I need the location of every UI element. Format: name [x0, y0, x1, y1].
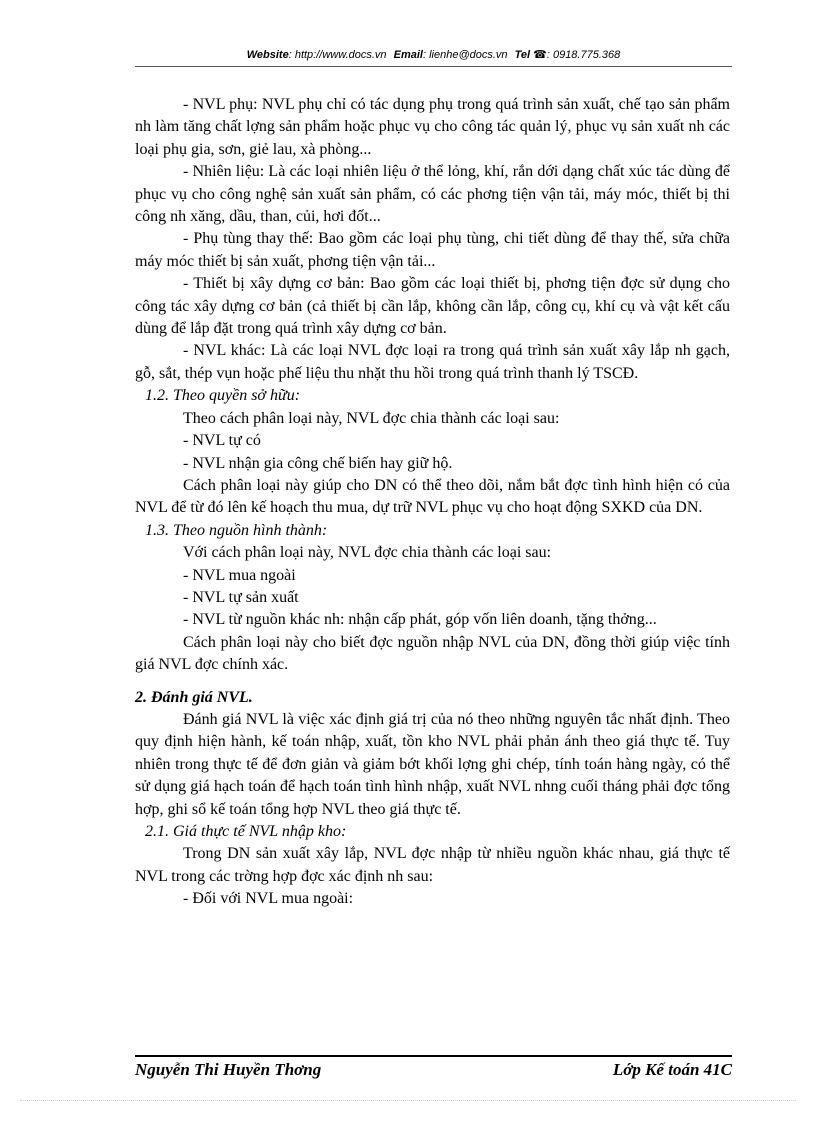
list-item: - NVL tự có: [183, 432, 261, 450]
website-label: Website: [246, 49, 289, 61]
paragraph-nvl-phu: - NVL phụ: NVL phụ chỉ có tác dụng phụ trong quá trình sản xuất, chế tạo sản phẩm nh làm tăng chất lợng sản phẩm hoặc phục vụ cho công tác quản lý, phục vụ sản xuất nh các loại phụ gia, sơn, giẻ lau, xà phòng...: [135, 96, 730, 158]
footer-author: Nguyễn Thi Huyền Thơng: [135, 1060, 322, 1079]
tel-value: : 0918.775.368: [546, 49, 621, 61]
email-label: Email: [393, 49, 423, 61]
paragraph-1-2-summary: Cách phân loại này giúp cho DN có thể theo dõi, nắm bắt đợc tình hình hiện có của NVL để từ đó lên kế hoạch thu mua, dự trữ NVL phục vụ cho hoạt động SXKD của DN.: [135, 476, 730, 517]
paragraph-thiet-bi: - Thiết bị xây dựng cơ bản: Bao gồm các loại thiết bị, phơng tiện đợc sử dụng cho công tác xây dựng cơ bản (cả thiết bị cần lắp, không cần lắp, công cụ, khí cụ và vật kết cấu dùng để lắp đặt trong quá trình xây dựng cơ bản.: [135, 275, 730, 338]
list-item: - NVL mua ngoài: [183, 566, 296, 584]
paragraph-2-1: Trong DN sản xuất xây lắp, NVL đợc nhập từ nhiều nguồn khác nhau, giá thực tế NVL trong các trờng hợp đợc xác định nh sau:: [135, 845, 730, 885]
subheading-2-1: 2.1. Giá thực tế NVL nhập kho:: [145, 823, 347, 840]
header-divider: [135, 66, 732, 67]
footer-divider: [135, 1055, 732, 1057]
paragraph-phu-tung: - Phụ tùng thay thế: Bao gồm các loại phụ tùng, chi tiết dùng để thay thế, sửa chữa máy móc thiết bị sản xuất, phơng tiện vận tải...: [135, 230, 730, 270]
tel-label: Tel: [514, 49, 531, 61]
subheading-1-3: 1.3. Theo nguồn hình thành:: [145, 521, 328, 539]
telephone-icon: ☎: [533, 49, 547, 61]
footer-class: Lớp Kế toán 41C: [612, 1060, 732, 1079]
email-value: : lienhe@docs.vn: [422, 49, 508, 61]
paragraph-1-3-summary: Cách phân loại này cho biết đợc nguồn nhập NVL của DN, đồng thời giúp việc tính giá NVL đợc chính xác.: [135, 633, 730, 674]
paragraph-danh-gia: Đánh giá NVL là việc xác định giá trị của nó theo những nguyên tắc nhất định. Theo quy định hiện hành, kế toán nhập, xuất, tồn kho NVL phải phản ánh theo giá thực tế. Tuy nhiên trong thực tế để đơn giản và giảm bớt khối lợng ghi chép, tính toán hàng ngày, có thể sử dụng giá hạch toán để hạch toán tình hình nhập, xuất NVL nhng cuối tháng phải đợc tổng hợp, ghi sổ kế toán tổng hợp NVL theo giá thực tế.: [135, 710, 730, 818]
list-item: - NVL nhận gia công chế biến hay giữ hộ.: [183, 454, 453, 472]
list-intro-1-3: Với cách phân loại này, NVL đợc chia thành các loại sau:: [183, 544, 552, 562]
document-body: [135, 94, 730, 911]
paragraph-nvl-khac: - NVL khác: Là các loại NVL đợc loại ra trong quá trình sản xuất xây lắp nh gạch, gỗ, sắt, thép vụn hoặc phế liệu thu nhặt thu hồi trong quá trình thanh lý TSCĐ.: [135, 342, 730, 382]
list-item: - NVL tự sản xuất: [183, 588, 299, 606]
page-bottom-border: [20, 1100, 796, 1101]
website-value: : http://www.docs.vn: [288, 49, 387, 61]
list-item: - NVL từ nguồn khác nh: nhận cấp phát, góp vốn liên doanh, tặng thởng...: [183, 611, 657, 629]
list-intro-1-2: Theo cách phân loại này, NVL đợc chia thành các loại sau:: [183, 409, 560, 427]
paragraph-nhien-lieu: - Nhiên liệu: Là các loại nhiên liệu ở thể lỏng, khí, rắn dới dạng chất xúc tác dùng để phục vụ cho công nghệ sản xuất sản phẩm, có các phơng tiện vận tải, máy móc, thiết bị thi công nh xăng, dầu, than, củi, hơi đốt...: [135, 163, 730, 226]
subheading-1-2: 1.2. Theo quyền sở hữu:: [145, 387, 301, 405]
page-header: [135, 48, 732, 62]
section-heading-2: 2. Đánh giá NVL.: [135, 688, 253, 706]
list-item: - Đối với NVL mua ngoài:: [183, 890, 354, 908]
